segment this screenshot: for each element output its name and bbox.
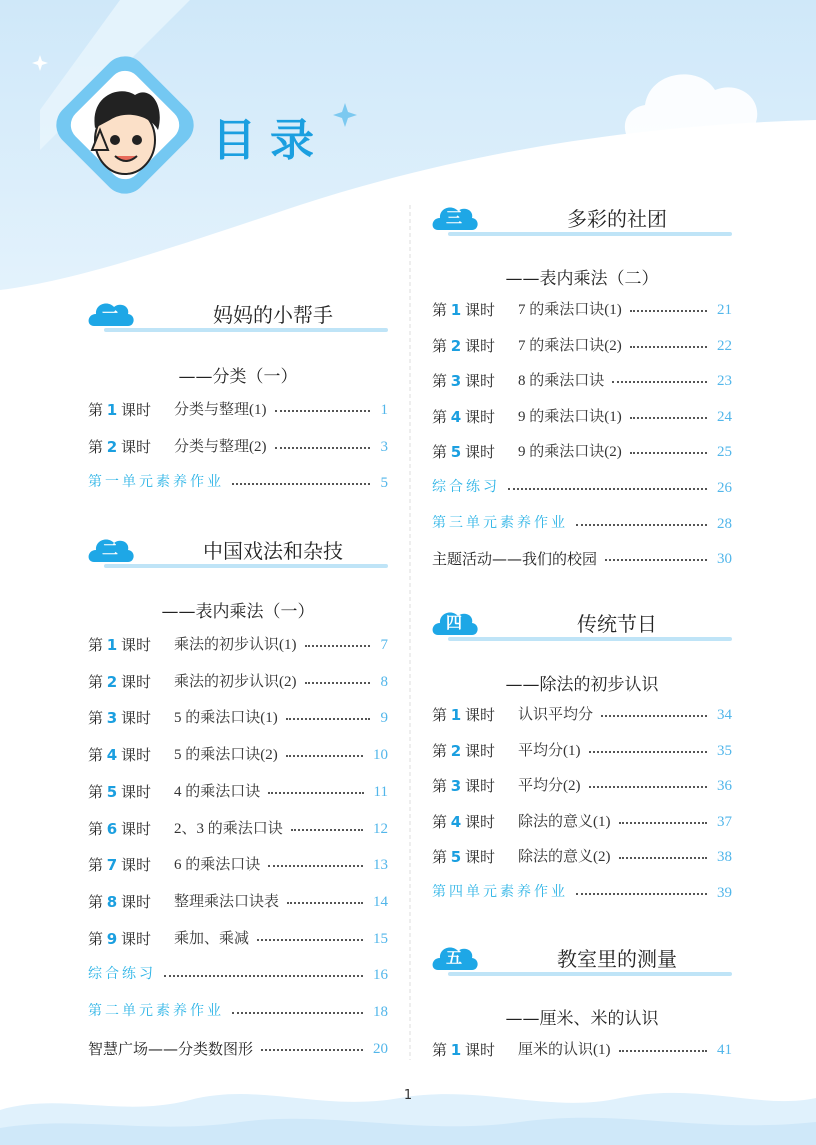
- toc-entry-page: 41: [717, 1042, 732, 1058]
- lesson-suffix: 课时: [461, 814, 495, 831]
- unit-title: 传统节日: [577, 612, 657, 636]
- unit-header: [88, 533, 388, 577]
- unit-header: [432, 201, 732, 245]
- toc-entry-page: 25: [717, 444, 732, 461]
- lesson-number: 9: [106, 929, 118, 948]
- toc-entry-label: [88, 437, 151, 458]
- toc-entry[interactable]: [432, 847, 732, 867]
- leader-dots: [232, 483, 370, 485]
- toc-entry-label: [88, 672, 151, 693]
- leader-dots: [305, 645, 370, 647]
- lesson-prefix: 第: [432, 338, 451, 355]
- lesson-suffix: 课时: [461, 338, 495, 355]
- leader-dots: [619, 1050, 707, 1052]
- toc-entry-title: 7 的乘法口诀(1): [518, 302, 622, 318]
- toc-entry-page: 8: [380, 673, 388, 690]
- toc-entry-label: [88, 819, 151, 840]
- lesson-number: 1: [450, 1041, 462, 1059]
- unit-header: [432, 941, 732, 985]
- toc-entry-label: 第二单元素养作业: [88, 1004, 224, 1019]
- lesson-suffix: 课时: [461, 779, 495, 796]
- unit-underline: [448, 232, 732, 236]
- toc-entry[interactable]: [88, 473, 388, 493]
- lesson-prefix: 第: [88, 403, 107, 419]
- toc-entry[interactable]: [88, 965, 388, 985]
- lesson-prefix: 第: [88, 931, 107, 948]
- toc-entry[interactable]: [432, 371, 732, 391]
- toc-entry[interactable]: [432, 776, 732, 796]
- toc-entry-label: [432, 371, 495, 392]
- toc-entry-page: 9: [380, 710, 388, 727]
- leader-dots: [589, 751, 707, 753]
- unit-subtitle: ——表内乘法（二）: [505, 269, 659, 289]
- leader-dots: [286, 755, 363, 757]
- lesson-suffix: 课时: [117, 638, 151, 654]
- toc-entry-title: 7 的乘法口诀(2): [518, 337, 622, 354]
- toc-entry[interactable]: [88, 672, 388, 692]
- leader-dots: [268, 865, 363, 867]
- lesson-number: 4: [106, 746, 118, 765]
- toc-entry-page: 11: [373, 783, 388, 800]
- toc-entry-page: 20: [373, 1040, 388, 1057]
- leader-dots: [619, 822, 707, 824]
- toc-entry-title: 乘法的初步认识(2): [174, 673, 297, 690]
- toc-entry-title: 分类与整理(2): [174, 438, 267, 455]
- toc-entry-label: 综合练习: [432, 480, 500, 495]
- lesson-number: 5: [106, 782, 118, 801]
- lesson-prefix: 第: [432, 814, 451, 831]
- leader-dots: [261, 1049, 363, 1051]
- leader-dots: [291, 829, 363, 831]
- toc-entry-label: [88, 708, 151, 729]
- toc-entry-label: [432, 442, 495, 463]
- lesson-number: 2: [106, 437, 118, 456]
- toc-entry[interactable]: [432, 478, 732, 498]
- lesson-prefix: 第: [88, 894, 107, 911]
- toc-entry[interactable]: [88, 819, 388, 839]
- toc-entry-label: [432, 741, 495, 762]
- lesson-prefix: 第: [432, 409, 451, 426]
- lesson-suffix: 课时: [117, 784, 151, 801]
- toc-entry-label: [432, 705, 495, 726]
- toc-entry-title: 分类与整理(1): [174, 402, 267, 418]
- toc-entry-page: 26: [717, 480, 732, 496]
- toc-entry-title: 9 的乘法口诀(2): [518, 444, 622, 461]
- toc-entry-title: 2、3 的乘法口诀: [174, 820, 283, 837]
- toc-entry-page: 1: [380, 402, 388, 418]
- toc-entry[interactable]: [432, 549, 732, 569]
- toc-entry-label: [88, 855, 151, 876]
- toc-entry-label: [88, 635, 151, 656]
- page-number: 1: [403, 1088, 413, 1103]
- leader-dots: [508, 488, 707, 490]
- toc-entry-title: 6 的乘法口诀: [174, 857, 261, 874]
- toc-entry-label: 第四单元素养作业: [432, 885, 568, 900]
- toc-entry[interactable]: [88, 782, 388, 802]
- toc-entry[interactable]: [88, 1002, 388, 1022]
- lesson-prefix: 第: [88, 821, 107, 838]
- lesson-number: 7: [106, 856, 118, 875]
- lesson-prefix: 第: [432, 303, 451, 319]
- toc-entry-page: 38: [717, 849, 732, 866]
- toc-entry[interactable]: [88, 635, 388, 655]
- toc-entry[interactable]: [432, 407, 732, 427]
- lesson-number: 4: [450, 407, 462, 426]
- lesson-suffix: 课时: [461, 374, 495, 391]
- leader-dots: [605, 559, 707, 561]
- toc-entry-page: 24: [717, 408, 732, 425]
- lesson-suffix: 课时: [117, 674, 151, 691]
- lesson-prefix: 第: [88, 784, 107, 801]
- toc-entry[interactable]: [432, 336, 732, 356]
- toc-entry[interactable]: [88, 708, 388, 728]
- toc-entry-page: 21: [717, 302, 732, 318]
- leader-dots: [630, 310, 707, 312]
- lesson-prefix: 第: [88, 748, 107, 765]
- leader-dots: [275, 410, 370, 412]
- leader-dots: [275, 447, 370, 449]
- leader-dots: [589, 786, 707, 788]
- lesson-prefix: 第: [88, 439, 107, 456]
- toc-entry-title: 平均分(1): [518, 742, 581, 759]
- leader-dots: [576, 524, 707, 526]
- unit-underline: [104, 328, 388, 332]
- toc-entry-title: 4 的乘法口诀: [174, 783, 261, 800]
- lesson-suffix: 课时: [461, 1043, 495, 1059]
- unit-subtitle: ——除法的初步认识: [505, 675, 659, 695]
- lesson-number: 1: [106, 636, 118, 654]
- unit-subtitle: ——厘米、米的认识: [505, 1009, 659, 1029]
- toc-entry[interactable]: [88, 437, 388, 457]
- toc-entry-page: 16: [373, 967, 388, 984]
- lesson-prefix: 第: [432, 445, 451, 462]
- toc-entry-label: 智慧广场——分类数图形: [88, 1039, 254, 1058]
- toc-entry-page: 12: [373, 820, 388, 837]
- lesson-suffix: 课时: [117, 748, 151, 765]
- unit-subtitle: ——分类（一）: [178, 367, 298, 387]
- toc-entry-label: [432, 812, 495, 833]
- leader-dots: [232, 1012, 363, 1014]
- toc-entry[interactable]: [432, 741, 732, 761]
- toc-entry-page: 39: [717, 885, 732, 901]
- toc-entry-page: 22: [717, 337, 732, 354]
- lesson-suffix: 课时: [461, 303, 495, 319]
- lesson-suffix: 课时: [117, 403, 151, 419]
- leader-dots: [601, 715, 707, 717]
- lesson-suffix: 课时: [117, 439, 151, 456]
- toc-entry-title: 乘法的初步认识(1): [174, 637, 297, 653]
- leader-dots: [630, 417, 707, 419]
- toc-entry[interactable]: [432, 514, 732, 534]
- leader-dots: [630, 452, 707, 454]
- toc-entry-title: 认识平均分: [518, 707, 594, 723]
- lesson-number: 5: [450, 848, 462, 867]
- toc-entry-label: [432, 336, 495, 357]
- page-title: 目录: [212, 115, 328, 166]
- toc-entry-title: 整理乘法口诀表: [174, 893, 280, 910]
- leader-dots: [619, 857, 707, 859]
- toc-entry-label: [432, 407, 495, 428]
- toc-entry-page: 28: [717, 515, 732, 532]
- toc-entry-title: 平均分(2): [518, 778, 581, 795]
- leader-dots: [305, 682, 370, 684]
- toc-entry-title: 8 的乘法口诀: [518, 373, 605, 390]
- lesson-number: 2: [450, 336, 462, 355]
- toc-entry-title: 厘米的认识(1): [518, 1042, 611, 1058]
- toc-entry[interactable]: [432, 442, 732, 462]
- lesson-prefix: 第: [432, 374, 451, 391]
- lesson-prefix: 第: [432, 708, 451, 724]
- toc-entry-label: [88, 400, 151, 421]
- toc-entry-page: 13: [373, 857, 388, 874]
- lesson-prefix: 第: [88, 638, 107, 654]
- toc-entry-page: 3: [380, 438, 388, 455]
- lesson-number: 1: [450, 301, 462, 319]
- lesson-number: 8: [106, 892, 118, 911]
- lesson-prefix: 第: [432, 850, 451, 867]
- toc-entry[interactable]: [432, 705, 732, 725]
- lesson-number: 1: [106, 401, 118, 419]
- unit-underline: [448, 972, 732, 976]
- lesson-suffix: 课时: [461, 743, 495, 760]
- lesson-number: 1: [450, 706, 462, 724]
- toc-entry-page: 18: [373, 1004, 388, 1020]
- toc-entry[interactable]: [88, 929, 388, 949]
- lesson-prefix: 第: [88, 858, 107, 875]
- toc-entry[interactable]: [88, 855, 388, 875]
- toc-entry[interactable]: [88, 892, 388, 912]
- lesson-suffix: 课时: [461, 850, 495, 867]
- lesson-number: 3: [450, 777, 462, 796]
- lesson-suffix: 课时: [117, 931, 151, 948]
- leader-dots: [268, 792, 364, 794]
- toc-entry-title: 除法的意义(2): [518, 849, 611, 866]
- lesson-suffix: 课时: [461, 409, 495, 426]
- lesson-prefix: 第: [88, 711, 107, 728]
- toc-entry-title: 5 的乘法口诀(1): [174, 710, 278, 727]
- toc-entry-title: 5 的乘法口诀(2): [174, 747, 278, 764]
- toc-entry-title: 除法的意义(1): [518, 813, 611, 830]
- toc-entry-label: [432, 847, 495, 868]
- lesson-prefix: 第: [432, 779, 451, 796]
- lesson-number: 5: [450, 443, 462, 462]
- unit-underline: [448, 637, 732, 641]
- unit-title: 中国戏法和杂技: [203, 539, 343, 563]
- toc-entry-page: 30: [717, 551, 732, 568]
- unit-header: [88, 297, 388, 341]
- toc-entry[interactable]: [432, 883, 732, 903]
- toc-entry-page: 35: [717, 742, 732, 759]
- unit-number: 五: [445, 948, 462, 967]
- unit-title: 妈妈的小帮手: [213, 303, 333, 327]
- unit-title: 教室里的测量: [557, 947, 677, 971]
- toc-entry-title: 乘加、乘减: [174, 930, 250, 947]
- toc-entry-label: 第一单元素养作业: [88, 475, 224, 490]
- toc-entry-page: 34: [717, 707, 732, 723]
- toc-entry-label: [88, 929, 151, 950]
- toc-entry-label: 综合练习: [88, 967, 156, 983]
- lesson-suffix: 课时: [117, 858, 151, 875]
- toc-entry-title: 9 的乘法口诀(1): [518, 408, 622, 425]
- lesson-suffix: 课时: [117, 821, 151, 838]
- toc-entry-page: 15: [373, 930, 388, 947]
- toc-entry-page: 36: [717, 778, 732, 795]
- toc-entry[interactable]: [88, 745, 388, 765]
- lesson-prefix: 第: [432, 743, 451, 760]
- unit-header: [432, 606, 732, 650]
- unit-underline: [104, 564, 388, 568]
- toc-entry-label: [88, 892, 151, 913]
- lesson-number: 2: [450, 741, 462, 760]
- toc-entry-page: 7: [380, 637, 388, 653]
- lesson-prefix: 第: [88, 674, 107, 691]
- toc-entry-label: [88, 745, 151, 766]
- toc-entry[interactable]: [432, 812, 732, 832]
- lesson-number: 2: [106, 672, 118, 691]
- toc-entry-label: [432, 776, 495, 797]
- lesson-suffix: 课时: [117, 711, 151, 728]
- toc-entry-page: 10: [373, 747, 388, 764]
- toc-entry-label: 第三单元素养作业: [432, 515, 568, 531]
- leader-dots: [164, 975, 363, 977]
- toc-entry[interactable]: [88, 1039, 388, 1059]
- toc-entry-page: 23: [717, 373, 732, 390]
- lesson-suffix: 课时: [461, 708, 495, 724]
- toc-entry[interactable]: [432, 1040, 732, 1060]
- lesson-suffix: 课时: [117, 894, 151, 911]
- lesson-number: 3: [106, 709, 118, 728]
- lesson-number: 4: [450, 812, 462, 831]
- toc-entry-label: [432, 300, 495, 321]
- toc-entry-label: 主题活动——我们的校园: [432, 550, 598, 569]
- leader-dots: [287, 902, 363, 904]
- lesson-number: 6: [106, 819, 118, 838]
- toc-entry-page: 37: [717, 813, 732, 830]
- toc-entry-label: [88, 782, 151, 803]
- lesson-number: 3: [450, 372, 462, 391]
- leader-dots: [576, 893, 707, 895]
- leader-dots: [257, 939, 363, 941]
- unit-number: 一: [101, 304, 118, 323]
- leader-dots: [286, 718, 370, 720]
- toc-entry[interactable]: [88, 400, 388, 420]
- leader-dots: [630, 346, 707, 348]
- unit-number: 二: [101, 540, 118, 559]
- unit-number: 四: [445, 613, 462, 632]
- lesson-suffix: 课时: [461, 445, 495, 462]
- toc-entry[interactable]: [432, 300, 732, 320]
- leader-dots: [612, 381, 707, 383]
- toc-entry-page: 5: [380, 475, 388, 491]
- lesson-prefix: 第: [432, 1043, 451, 1059]
- unit-title: 多彩的社团: [567, 207, 667, 231]
- toc-entry-page: 14: [373, 893, 388, 910]
- unit-subtitle: ——表内乘法（一）: [161, 602, 315, 622]
- unit-number: 三: [445, 208, 462, 227]
- toc-entry-label: [432, 1040, 495, 1061]
